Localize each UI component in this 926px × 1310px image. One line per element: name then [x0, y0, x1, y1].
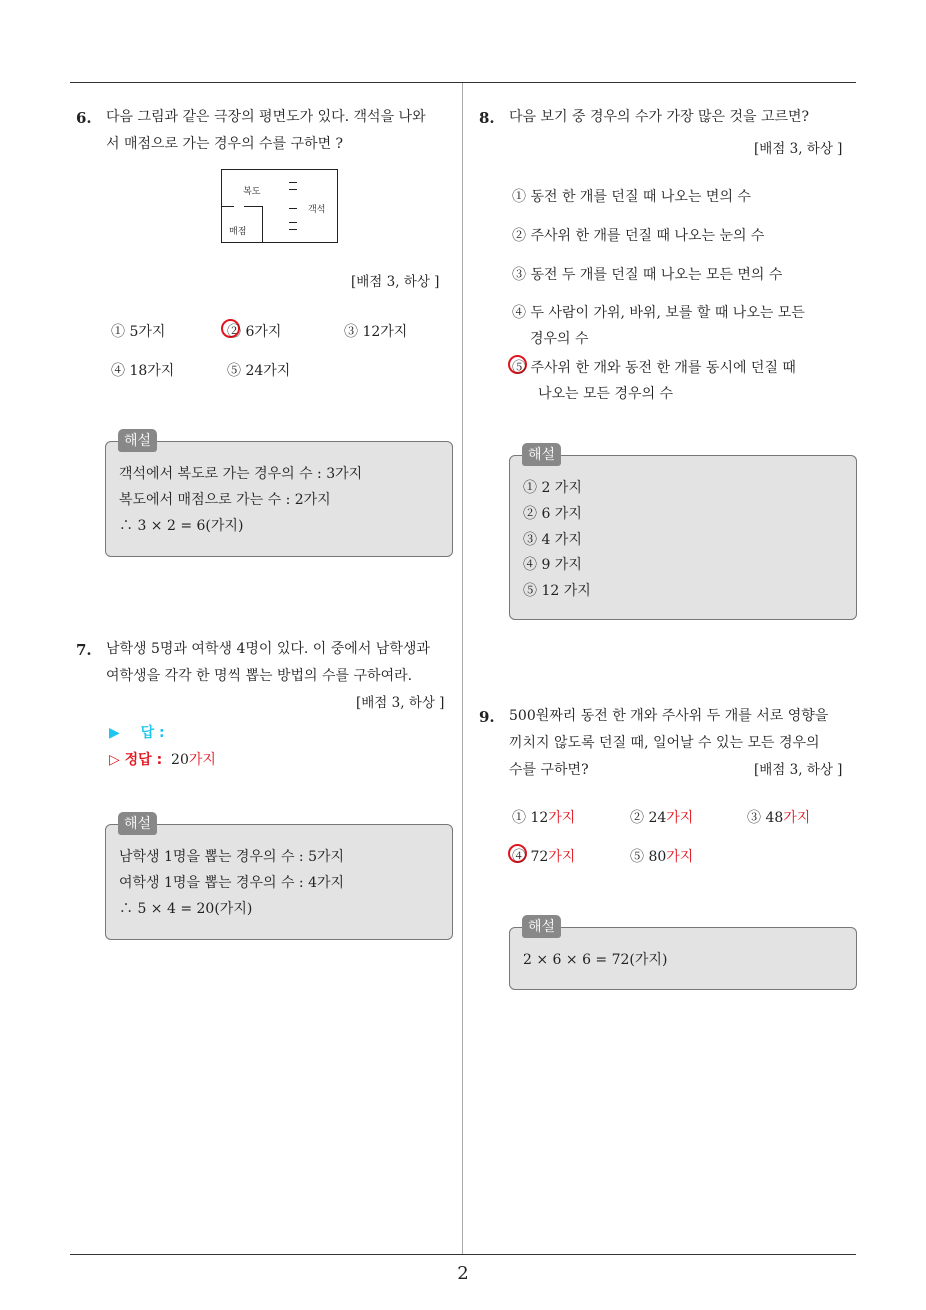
option-4-continued: 경우의 수 [530, 331, 589, 347]
plan-wall [262, 206, 263, 243]
option-5-continued: 나오는 모든 경우의 수 [538, 386, 674, 402]
plan-door [289, 182, 297, 183]
explanation-line: 복도에서 매점으로 가는 수 : 2가지 [119, 492, 331, 508]
option-2[interactable] [630, 807, 693, 827]
plan-door [289, 229, 297, 230]
question-text [509, 104, 809, 131]
correct-answer-unit: 가지 [188, 752, 216, 768]
question-number: 6. [76, 109, 92, 127]
option-marker: ① [512, 810, 526, 826]
plan-door [289, 222, 297, 223]
score-info: [배점 3, 하상 ] [754, 141, 843, 157]
explanation-line: ∴ 5 × 4 = 20(가지) [119, 901, 253, 917]
explanation-box [509, 927, 857, 990]
plan-label-hall: 복도 [243, 187, 261, 197]
question-text-line: 여학생을 각각 한 명씩 뽑는 방법의 수를 구하여라. [106, 668, 413, 684]
explanation-line: ⑤ 12 가지 [523, 583, 591, 599]
plan-door [289, 208, 297, 209]
plan-wall [222, 206, 234, 207]
option-4[interactable] [512, 846, 575, 866]
option-unit: 가지 [548, 810, 576, 826]
explanation-line: ∴ 3 × 2 = 6(가지) [119, 518, 244, 534]
option-unit: 가지 [666, 849, 694, 865]
explanation-line: ① 2 가지 [523, 480, 582, 496]
explanation-box [509, 455, 857, 620]
score-info: [배점 3, 하상 ] [754, 762, 843, 778]
play-icon: ▶ [109, 725, 120, 741]
option-marker: ② [630, 810, 644, 826]
question-text-line: 500원짜리 동전 한 개와 주사위 두 개를 서로 영향을 [509, 708, 829, 724]
question-text-line: 다음 보기 중 경우의 수가 가장 많은 것을 고르면? [509, 109, 810, 125]
explanation-line: 객석에서 복도로 가는 경우의 수 : 3가지 [119, 466, 363, 482]
score-info: [배점 3, 하상 ] [351, 274, 440, 290]
score-info: [배점 3, 하상 ] [356, 695, 445, 711]
question-text [106, 636, 430, 690]
option-2[interactable]: ② 주사위 한 개를 던질 때 나오는 눈의 수 [512, 228, 765, 244]
plan-label-shop: 매점 [229, 227, 247, 237]
question-number: 7. [76, 641, 92, 659]
option-marker: ④ [512, 849, 526, 865]
option-value: 12 [530, 810, 549, 826]
explanation-tab: 해설 [522, 443, 561, 466]
page-number: 2 [457, 1263, 469, 1284]
option-2[interactable]: ② 6가지 [227, 324, 282, 340]
option-5[interactable]: ⑤ 주사위 한 개와 동전 한 개를 동시에 던질 때 [512, 360, 796, 376]
explanation-line: 남학생 1명을 뽑는 경우의 수 : 5가지 [119, 849, 345, 865]
option-value: 24 [648, 810, 667, 826]
question-text-line: 다음 그림과 같은 극장의 평면도가 있다. 객석을 나와 [106, 109, 426, 125]
explanation-tab: 해설 [118, 429, 157, 452]
option-unit: 가지 [548, 849, 576, 865]
explanation-line: ④ 9 가지 [523, 557, 582, 573]
top-rule [70, 82, 856, 83]
plan-door [289, 189, 297, 190]
explanation-line: ② 6 가지 [523, 506, 582, 522]
option-1[interactable]: ① 5가지 [111, 324, 166, 340]
question-text-line: 끼치지 않도록 던질 때, 일어날 수 있는 모든 경우의 [509, 735, 820, 751]
theater-floor-plan [221, 169, 338, 243]
option-5[interactable]: ⑤ 24가지 [227, 363, 291, 379]
explanation-box [105, 441, 453, 557]
option-1[interactable] [512, 807, 575, 827]
question-text [106, 104, 426, 158]
option-unit: 가지 [666, 810, 694, 826]
option-value: 48 [765, 810, 784, 826]
correct-answer-value: 20 [171, 752, 189, 768]
correct-answer-label: ▷ 정답 : [109, 752, 163, 768]
option-value: 80 [648, 849, 667, 865]
question-text-line: 서 매점으로 가는 경우의 수를 구하면 ? [106, 136, 344, 152]
question-number: 8. [479, 109, 495, 127]
option-4[interactable]: ④ 18가지 [111, 363, 175, 379]
answer-label: 답 : [140, 725, 165, 741]
explanation-tab: 해설 [118, 812, 157, 835]
option-5[interactable] [630, 846, 693, 866]
option-marker: ③ [747, 810, 761, 826]
question-text-line: 남학생 5명과 여학생 4명이 있다. 이 중에서 남학생과 [106, 641, 430, 657]
option-marker: ⑤ [630, 849, 644, 865]
plan-wall [244, 206, 262, 207]
explanation-line: 2 × 6 × 6 = 72(가지) [523, 952, 668, 968]
option-1[interactable]: ① 동전 한 개를 던질 때 나오는 면의 수 [512, 189, 751, 205]
explanation-box [105, 824, 453, 940]
option-4[interactable]: ④ 두 사람이 가위, 바위, 보를 할 때 나오는 모든 [512, 305, 805, 321]
bottom-rule [70, 1254, 856, 1255]
answer-row [109, 722, 165, 742]
question-number: 9. [479, 708, 495, 726]
option-3[interactable] [747, 807, 810, 827]
option-unit: 가지 [783, 810, 811, 826]
explanation-line: ③ 4 가지 [523, 532, 582, 548]
explanation-line: 여학생 1명을 뽑는 경우의 수 : 4가지 [119, 875, 345, 891]
correct-answer-row [109, 749, 216, 769]
option-3[interactable]: ③ 12가지 [344, 324, 408, 340]
question-text-line: 수를 구하면? [509, 762, 589, 778]
option-value: 72 [530, 849, 549, 865]
option-3[interactable]: ③ 동전 두 개를 던질 때 나오는 모든 면의 수 [512, 267, 783, 283]
column-divider [462, 83, 463, 1255]
plan-label-seats: 객석 [308, 205, 326, 215]
explanation-tab: 해설 [522, 915, 561, 938]
